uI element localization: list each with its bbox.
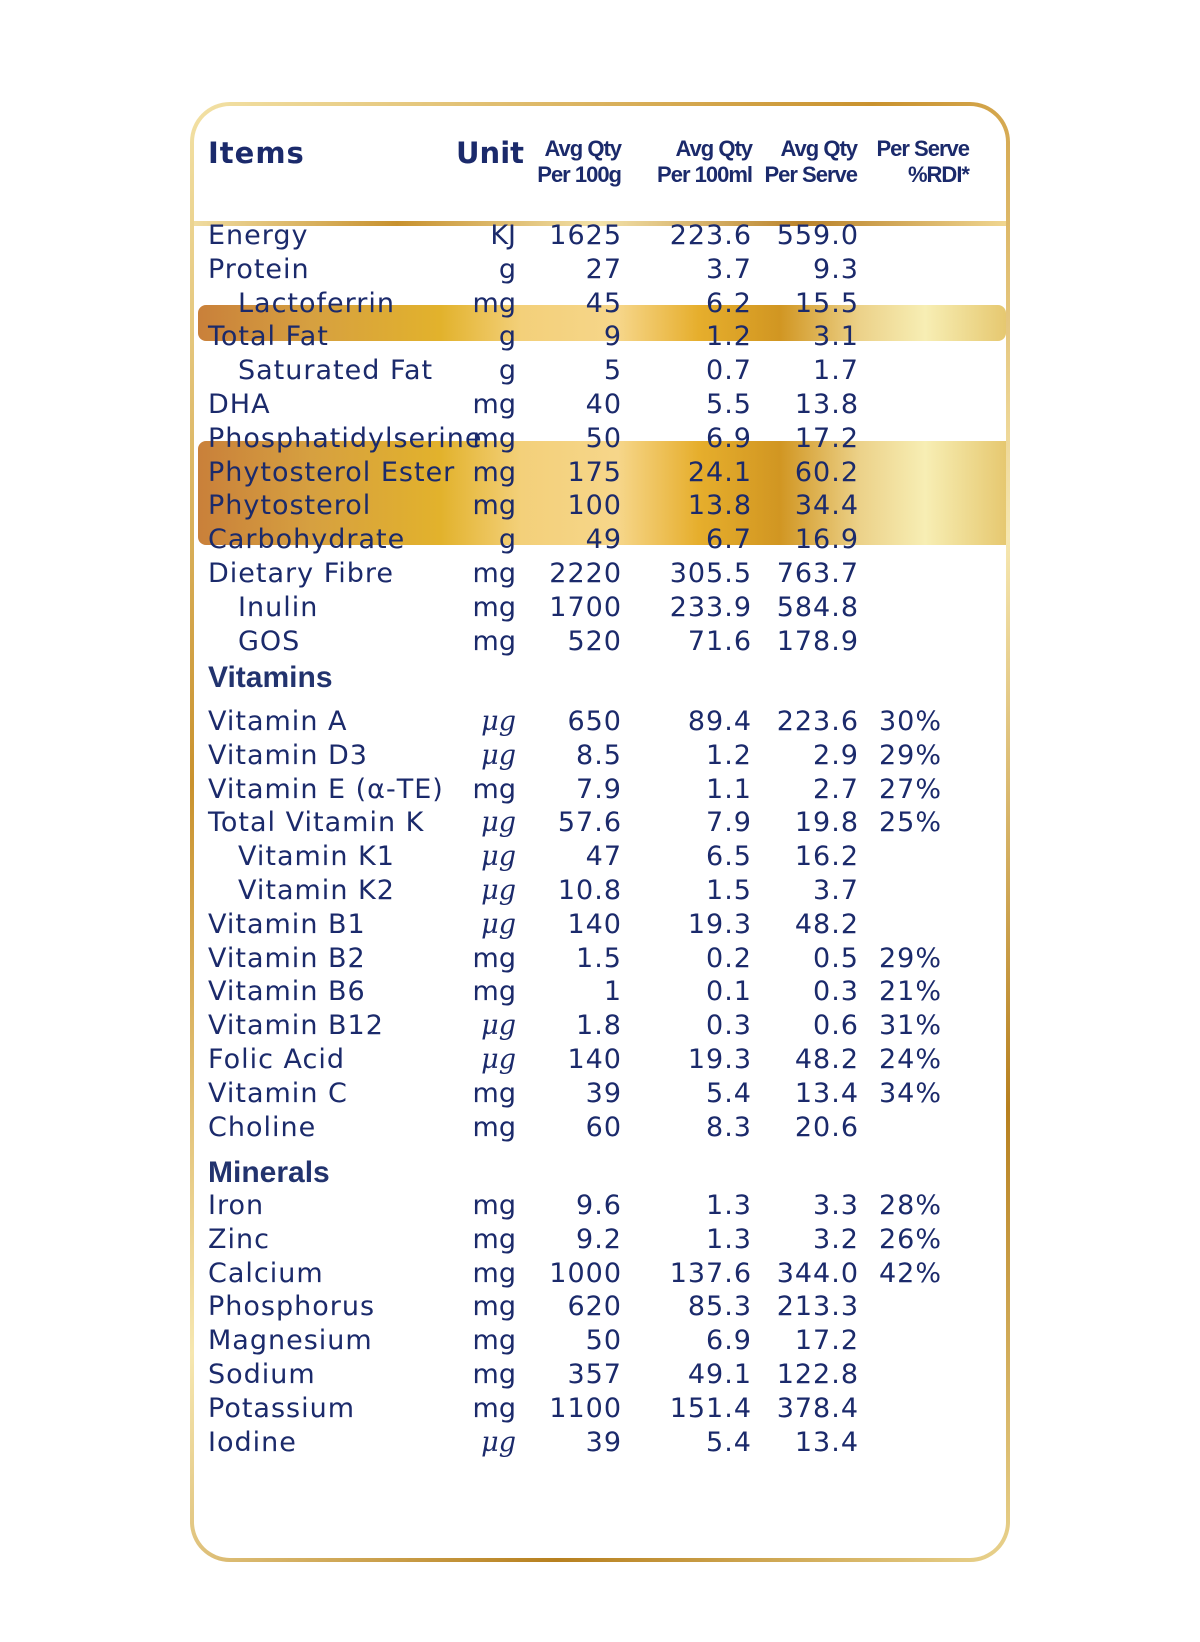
cell-perServe: 3.1 xyxy=(813,321,859,353)
cell-rdi: 26% xyxy=(878,1223,942,1255)
cell-name: Lactoferrin xyxy=(238,287,395,319)
cell-per100ml: 71.6 xyxy=(687,625,752,657)
cell-unit: mg xyxy=(472,1392,516,1424)
cell-perServe: 3.7 xyxy=(813,875,859,906)
cell-per100ml: 5.4 xyxy=(706,1077,752,1109)
table-row xyxy=(194,252,1006,288)
cell-per100g: 5 xyxy=(603,355,622,387)
cell-unit: mg xyxy=(472,422,516,454)
cell-rdi: 29% xyxy=(878,942,942,974)
cell-per100g: 39 xyxy=(585,1426,622,1458)
table-row xyxy=(194,1110,1006,1146)
cell-per100ml: 1.5 xyxy=(706,875,752,906)
cell-unit: mg xyxy=(472,456,516,488)
cell-name: Vitamin B12 xyxy=(208,1010,384,1042)
cell-per100g: 140 xyxy=(567,1044,622,1075)
cell-rdi: 34% xyxy=(878,1077,942,1109)
header-rdi xyxy=(859,136,969,188)
cell-name: Vitamin B1 xyxy=(208,908,366,940)
cell-unit: mg xyxy=(472,1359,516,1390)
cell-name: Total Vitamin K xyxy=(208,807,425,839)
cell-name: Iron xyxy=(208,1190,265,1221)
cell-name: Choline xyxy=(208,1111,317,1143)
header-per-serve-line2: Per Serve xyxy=(764,162,857,187)
cell-unit: mg xyxy=(472,389,516,420)
cell-rdi: 30% xyxy=(878,706,942,737)
cell-unit: μg xyxy=(481,739,516,771)
cell-name: Vitamin E (α-TE) xyxy=(208,773,444,805)
cell-perServe: 213.3 xyxy=(776,1291,859,1323)
cell-per100ml: 24.1 xyxy=(687,456,752,488)
cell-name: Saturated Fat xyxy=(238,355,434,387)
cell-perServe: 19.8 xyxy=(794,807,859,839)
cell-per100g: 9.6 xyxy=(576,1190,622,1221)
cell-per100g: 100 xyxy=(567,490,622,522)
cell-unit: mg xyxy=(472,1291,516,1323)
cell-unit: μg xyxy=(481,1010,516,1042)
table-row xyxy=(194,286,1006,322)
cell-unit: mg xyxy=(472,1325,516,1357)
nutrition-table xyxy=(194,106,1006,1558)
table-row xyxy=(194,974,1006,1010)
cell-per100g: 175 xyxy=(567,456,622,488)
cell-perServe: 378.4 xyxy=(776,1392,859,1424)
table-row xyxy=(194,805,1006,841)
cell-per100ml: 3.7 xyxy=(706,253,752,285)
cell-per100ml: 85.3 xyxy=(687,1291,752,1323)
cell-per100ml: 19.3 xyxy=(687,1044,752,1075)
cell-perServe: 344.0 xyxy=(776,1257,859,1289)
cell-unit: mg xyxy=(472,287,516,319)
cell-name: Total Fat xyxy=(208,321,329,353)
cell-per100ml: 0.2 xyxy=(706,942,752,974)
section-title-minerals: Minerals xyxy=(208,1156,330,1189)
cell-perServe: 13.8 xyxy=(794,389,859,420)
cell-perServe: 1.7 xyxy=(813,355,859,387)
cell-name: Dietary Fibre xyxy=(208,558,395,589)
table-row xyxy=(194,1425,1006,1461)
table-row xyxy=(194,1222,1006,1258)
cell-per100g: 1.5 xyxy=(576,942,622,974)
cell-unit: μg xyxy=(481,706,516,737)
cell-name: Energy xyxy=(208,220,309,251)
cell-perServe: 178.9 xyxy=(776,625,859,657)
cell-perServe: 584.8 xyxy=(776,591,859,623)
cell-name: Inulin xyxy=(238,591,319,623)
cell-name: Magnesium xyxy=(208,1325,373,1357)
cell-per100g: 1.8 xyxy=(576,1010,622,1042)
cell-unit: mg xyxy=(472,490,516,522)
cell-name: Phytosterol xyxy=(208,490,372,522)
cell-per100g: 50 xyxy=(585,1325,622,1357)
cell-rdi: 24% xyxy=(878,1044,942,1075)
table-row xyxy=(194,1188,1006,1224)
cell-per100ml: 6.5 xyxy=(706,841,752,873)
cell-perServe: 3.3 xyxy=(813,1190,859,1221)
cell-per100ml: 6.9 xyxy=(706,1325,752,1357)
cell-perServe: 2.7 xyxy=(813,773,859,805)
cell-unit: mg xyxy=(472,942,516,974)
cell-perServe: 16.2 xyxy=(794,841,859,873)
cell-name: Carbohydrate xyxy=(208,524,406,556)
cell-unit: μg xyxy=(481,1044,516,1075)
cell-perServe: 13.4 xyxy=(794,1077,859,1109)
cell-unit: mg xyxy=(472,1257,516,1289)
cell-name: GOS xyxy=(238,625,301,657)
cell-per100g: 40 xyxy=(585,389,622,420)
cell-perServe: 9.3 xyxy=(813,253,859,285)
header-per-100ml-line2: Per 100ml xyxy=(657,162,752,187)
cell-per100ml: 233.9 xyxy=(669,591,752,623)
cell-unit: μg xyxy=(481,807,516,839)
cell-unit: g xyxy=(498,524,516,556)
cell-per100g: 520 xyxy=(567,625,622,657)
cell-perServe: 13.4 xyxy=(794,1426,859,1458)
table-row xyxy=(194,387,1006,423)
cell-per100g: 2220 xyxy=(549,558,622,589)
header-per-100g-line2: Per 100g xyxy=(537,162,621,187)
table-row xyxy=(194,319,1006,355)
cell-per100ml: 6.2 xyxy=(706,287,752,319)
table-row xyxy=(194,1008,1006,1044)
table-row xyxy=(194,772,1006,808)
cell-name: Iodine xyxy=(208,1426,297,1458)
header-items: Items xyxy=(208,136,305,170)
cell-per100ml: 5.4 xyxy=(706,1426,752,1458)
cell-name: Phytosterol Ester xyxy=(208,456,456,488)
header-per-100ml-line1: Avg Qty xyxy=(675,136,752,161)
cell-per100g: 7.9 xyxy=(576,773,622,805)
cell-per100g: 650 xyxy=(567,706,622,737)
cell-per100ml: 89.4 xyxy=(687,706,752,737)
cell-name: Vitamin K1 xyxy=(238,841,395,873)
header-per-100ml xyxy=(624,136,752,188)
cell-name: Calcium xyxy=(208,1257,324,1289)
cell-per100ml: 1.2 xyxy=(706,321,752,353)
cell-unit: mg xyxy=(472,976,516,1008)
cell-per100g: 1 xyxy=(603,976,622,1008)
cell-per100ml: 49.1 xyxy=(687,1359,752,1390)
cell-name: Phosphatidylserine xyxy=(208,422,483,454)
cell-per100g: 9.2 xyxy=(576,1223,622,1255)
cell-per100g: 357 xyxy=(567,1359,622,1390)
cell-per100g: 1700 xyxy=(549,591,622,623)
cell-unit: μg xyxy=(481,841,516,873)
cell-perServe: 48.2 xyxy=(794,908,859,940)
cell-perServe: 223.6 xyxy=(776,706,859,737)
table-row xyxy=(194,218,1006,254)
table-row xyxy=(194,522,1006,558)
cell-per100ml: 5.5 xyxy=(706,389,752,420)
header-per-serve-line1: Avg Qty xyxy=(780,136,857,161)
table-row xyxy=(194,1323,1006,1359)
header-rdi-line1: Per Serve xyxy=(876,136,969,161)
cell-name: Folic Acid xyxy=(208,1044,345,1075)
cell-per100g: 50 xyxy=(585,422,622,454)
table-row xyxy=(194,556,1006,592)
cell-perServe: 2.9 xyxy=(813,739,859,771)
table-row xyxy=(194,421,1006,457)
table-row xyxy=(194,353,1006,389)
cell-perServe: 763.7 xyxy=(776,558,859,589)
table-row xyxy=(194,624,1006,660)
cell-per100g: 140 xyxy=(567,908,622,940)
header-per-100g-line1: Avg Qty xyxy=(544,136,621,161)
cell-name: Vitamin B6 xyxy=(208,976,366,1008)
cell-rdi: 29% xyxy=(878,739,942,771)
cell-unit: g xyxy=(498,321,516,353)
cell-per100ml: 0.7 xyxy=(706,355,752,387)
cell-per100ml: 223.6 xyxy=(669,220,752,251)
table-row xyxy=(194,839,1006,875)
cell-per100g: 1000 xyxy=(549,1257,622,1289)
header-per-100g xyxy=(509,136,621,188)
cell-per100ml: 1.3 xyxy=(706,1223,752,1255)
cell-perServe: 3.2 xyxy=(813,1223,859,1255)
cell-per100ml: 8.3 xyxy=(706,1111,752,1143)
table-row xyxy=(194,1076,1006,1112)
cell-per100ml: 151.4 xyxy=(669,1392,752,1424)
cell-unit: mg xyxy=(472,591,516,623)
cell-perServe: 0.3 xyxy=(813,976,859,1008)
cell-per100ml: 7.9 xyxy=(706,807,752,839)
cell-perServe: 15.5 xyxy=(794,287,859,319)
cell-rdi: 42% xyxy=(878,1257,942,1289)
cell-per100ml: 1.3 xyxy=(706,1190,752,1221)
cell-rdi: 28% xyxy=(878,1190,942,1221)
cell-perServe: 17.2 xyxy=(794,422,859,454)
cell-perServe: 34.4 xyxy=(794,490,859,522)
cell-name: Protein xyxy=(208,253,310,285)
header-rdi-line2: %RDI* xyxy=(907,162,969,187)
cell-per100g: 45 xyxy=(585,287,622,319)
cell-perServe: 122.8 xyxy=(776,1359,859,1390)
cell-per100ml: 1.2 xyxy=(706,739,752,771)
cell-per100g: 8.5 xyxy=(576,739,622,771)
table-row xyxy=(194,1289,1006,1325)
cell-name: Vitamin C xyxy=(208,1077,348,1109)
cell-per100g: 47 xyxy=(585,841,622,873)
cell-per100ml: 6.9 xyxy=(706,422,752,454)
cell-rdi: 27% xyxy=(878,773,942,805)
cell-unit: mg xyxy=(472,1190,516,1221)
cell-per100ml: 0.3 xyxy=(706,1010,752,1042)
cell-per100g: 9 xyxy=(603,321,622,353)
cell-name: Vitamin K2 xyxy=(238,875,395,906)
cell-unit: mg xyxy=(472,1223,516,1255)
table-row xyxy=(194,488,1006,524)
cell-per100g: 39 xyxy=(585,1077,622,1109)
cell-unit: g xyxy=(498,355,516,387)
cell-unit: g xyxy=(498,253,516,285)
header-unit: Unit xyxy=(456,136,524,170)
cell-perServe: 16.9 xyxy=(794,524,859,556)
cell-rdi: 25% xyxy=(878,807,942,839)
cell-name: Zinc xyxy=(208,1223,270,1255)
section-title-vitamins: Vitamins xyxy=(208,661,333,694)
cell-name: Vitamin A xyxy=(208,706,348,737)
cell-name: Vitamin B2 xyxy=(208,942,366,974)
cell-per100g: 57.6 xyxy=(557,807,622,839)
cell-unit: mg xyxy=(472,773,516,805)
cell-per100ml: 137.6 xyxy=(669,1257,752,1289)
cell-unit: mg xyxy=(472,625,516,657)
cell-unit: μg xyxy=(481,875,516,906)
cell-name: Phosphorus xyxy=(208,1291,376,1323)
cell-per100ml: 0.1 xyxy=(706,976,752,1008)
cell-per100ml: 13.8 xyxy=(687,490,752,522)
table-row xyxy=(194,873,1006,909)
table-row xyxy=(194,590,1006,626)
cell-unit: mg xyxy=(472,1077,516,1109)
cell-unit: mg xyxy=(472,1111,516,1143)
cell-unit: μg xyxy=(481,908,516,940)
cell-per100ml: 19.3 xyxy=(687,908,752,940)
table-row xyxy=(194,941,1006,977)
cell-per100g: 60 xyxy=(585,1111,622,1143)
nutrition-panel xyxy=(190,102,1010,1562)
cell-unit: μg xyxy=(481,1426,516,1458)
table-row xyxy=(194,907,1006,943)
cell-per100ml: 1.1 xyxy=(706,773,752,805)
cell-rdi: 21% xyxy=(878,976,942,1008)
cell-per100g: 49 xyxy=(585,524,622,556)
cell-per100g: 10.8 xyxy=(557,875,622,906)
table-row xyxy=(194,1256,1006,1292)
cell-perServe: 60.2 xyxy=(794,456,859,488)
cell-name: Sodium xyxy=(208,1359,316,1390)
cell-perServe: 0.6 xyxy=(813,1010,859,1042)
cell-perServe: 17.2 xyxy=(794,1325,859,1357)
cell-per100g: 1625 xyxy=(549,220,622,251)
cell-name: DHA xyxy=(208,389,271,420)
cell-perServe: 559.0 xyxy=(776,220,859,251)
cell-per100g: 620 xyxy=(567,1291,622,1323)
table-row xyxy=(194,1357,1006,1393)
cell-perServe: 0.5 xyxy=(813,942,859,974)
cell-name: Potassium xyxy=(208,1392,356,1424)
cell-perServe: 48.2 xyxy=(794,1044,859,1075)
cell-unit: mg xyxy=(472,558,516,589)
table-row xyxy=(194,738,1006,774)
cell-per100g: 27 xyxy=(585,253,622,285)
header-per-serve xyxy=(749,136,857,188)
table-row xyxy=(194,1042,1006,1078)
cell-rdi: 31% xyxy=(878,1010,942,1042)
cell-per100ml: 6.7 xyxy=(706,524,752,556)
cell-perServe: 20.6 xyxy=(794,1111,859,1143)
cell-per100g: 1100 xyxy=(549,1392,622,1424)
cell-per100ml: 305.5 xyxy=(669,558,752,589)
cell-name: Vitamin D3 xyxy=(208,739,368,771)
table-row xyxy=(194,704,1006,740)
table-row xyxy=(194,1391,1006,1427)
table-row xyxy=(194,455,1006,491)
cell-unit: KJ xyxy=(490,220,516,251)
